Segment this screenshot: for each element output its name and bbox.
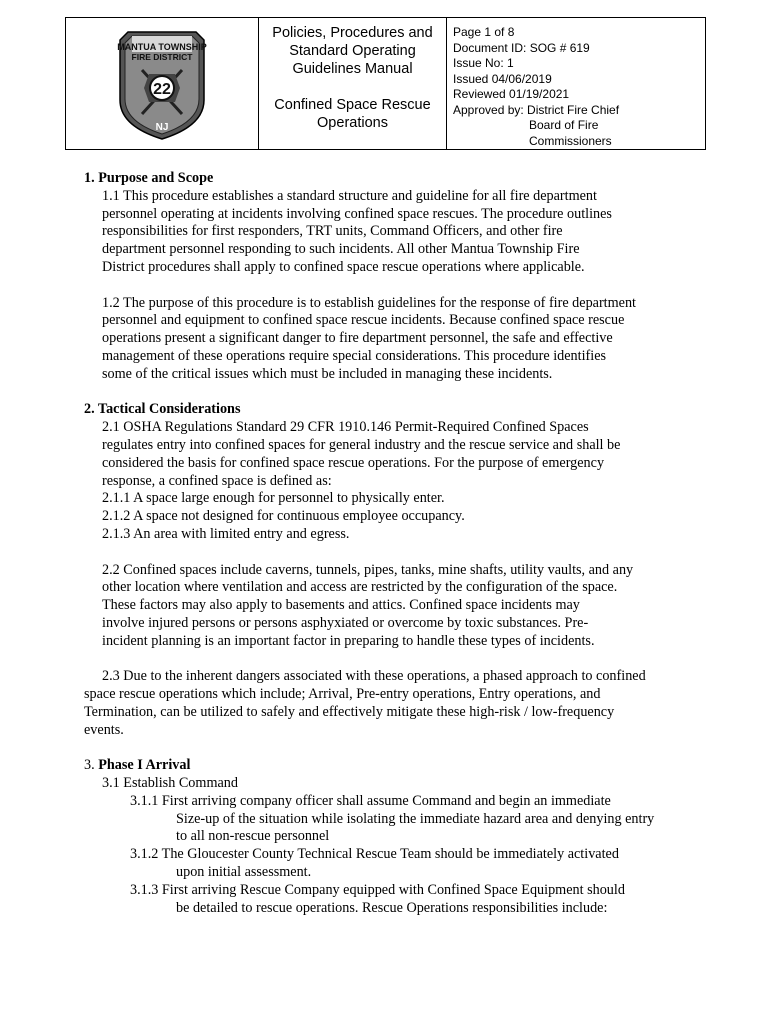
reviewed-date: Reviewed 01/19/2021: [453, 87, 570, 101]
issue-number: Issue No: 1: [453, 56, 514, 70]
text-line: responsibilities for first responders, TRT units, Command Officers, and other fire: [102, 223, 563, 240]
text-line: personnel operating at incidents involving confined space rescues. The procedure outlines: [102, 205, 612, 222]
logo-number: 22: [153, 81, 171, 98]
text-line: personnel and equipment to confined space rescue incidents. Because confined space rescue: [102, 312, 625, 329]
text-line: 2.1.2 A space not designed for continuous employee occupancy.: [102, 508, 465, 525]
manual-title-line: Guidelines Manual: [292, 61, 413, 77]
paragraph-1-1: [84, 188, 694, 277]
text-line: incident planning is an important factor in preparing to handle these types of incidents.: [102, 632, 595, 649]
approved-by: Approved by: District Fire Chief: [453, 102, 620, 117]
text-line: 1.1 This procedure establishes a standard structure and guideline for all fire department: [102, 187, 597, 204]
text-line: regulates entry into confined spaces for general industry and the rescue service and shall be: [102, 436, 621, 453]
paragraph-1-2: [84, 295, 694, 384]
text-line: response, a confined space is defined as:: [102, 472, 332, 489]
section-number: 3.: [84, 757, 95, 774]
paragraph-2-2: [84, 562, 694, 651]
item-3-1-1: [84, 793, 694, 846]
manual-title-line: Policies, Procedures and: [272, 25, 433, 41]
issued-date: Issued 04/06/2019: [453, 71, 552, 86]
logo-top-text: FIRE DISTRICT: [131, 52, 193, 62]
text-line: considered the basis for confined space rescue operations. For the purpose of emergency: [102, 454, 605, 471]
text-line: be detailed to rescue operations. Rescue Operations responsibilities include:: [176, 899, 608, 916]
text-line: operations present a significant danger to fire department personnel, the safe and effective: [102, 330, 613, 347]
text-line: some of the critical issues which must be included in managing these incidents.: [102, 365, 553, 382]
manual-title-line: Standard Operating: [289, 43, 416, 59]
approved-by-line-2: Board of Fire: [529, 118, 599, 132]
document-info-cell: [447, 18, 705, 149]
text-line: space rescue operations which include; Arrival, Pre-entry operations, Entry operations, and: [84, 686, 601, 703]
text-line: 3.1.2 The Gloucester County Technical Rescue Team should be immediately activated: [130, 846, 619, 863]
text-line: Size-up of the situation while isolating the immediate hazard area and denying entry: [176, 810, 655, 827]
text-line: 2.3 Due to the inherent dangers associated with these operations, a phased approach to confined: [102, 668, 646, 685]
subsection-3-1: 3.1 Establish Command: [102, 775, 238, 792]
shield-badge-icon: [66, 18, 258, 149]
fire-district-logo: [66, 18, 259, 149]
text-line: upon initial assessment.: [176, 864, 312, 881]
text-line: 1.2 The purpose of this procedure is to establish guidelines for the response of fire department: [102, 294, 636, 311]
page-count: Page 1 of 8: [453, 25, 515, 39]
text-line: Termination, can be utilized to safely and effectively mitigate these high-risk / low-frequency: [84, 703, 615, 720]
text-line: other location where ventilation and access are restricted by the configuration of the space.: [102, 579, 618, 596]
text-line: 2.1 OSHA Regulations Standard 29 CFR 1910.146 Permit-Required Confined Spaces: [102, 419, 589, 436]
item-3-1-3: [84, 882, 694, 918]
text-line: 3.1.3 First arriving Rescue Company equipped with Confined Space Equipment should: [130, 881, 625, 898]
text-line: These factors may also apply to basements and attics. Confined space incidents may: [102, 597, 580, 614]
text-line: to all non-rescue personnel: [176, 828, 330, 845]
section-heading: 2. Tactical Considerations: [84, 401, 241, 418]
paragraph-2-1: [84, 419, 694, 544]
text-line: 2.2 Confined spaces include caverns, tunnels, pipes, tanks, mine shafts, utility vaults, and any: [102, 561, 634, 578]
logo-name-text: MANTUA TOWNSHIP: [117, 42, 207, 52]
text-line: District procedures shall apply to confined space rescue operations where applicable.: [102, 258, 585, 275]
logo-state: NJ: [155, 122, 169, 133]
text-line: involve injured persons or persons asphyxiated or overcome by toxic substances. Pre-: [102, 614, 589, 631]
section-heading: [84, 757, 694, 775]
text-line: 2.1.3 An area with limited entry and egress.: [102, 525, 350, 542]
text-line: 2.1.1 A space large enough for personnel to physically enter.: [102, 490, 445, 507]
text-line: 3.1.1 First arriving company officer shall assume Command and begin an immediate: [130, 792, 611, 809]
document-body: [84, 170, 694, 917]
section-title: Phase I Arrival: [98, 757, 191, 774]
document-id: Document ID: SOG # 619: [453, 40, 590, 55]
subject-title-line: Confined Space Rescue: [274, 97, 431, 113]
subject-title-line: Operations: [317, 115, 388, 131]
text-line: department personnel responding to such incidents. All other Mantua Township Fire: [102, 241, 580, 258]
text-line: management of these operations require special considerations. This procedure identifies: [102, 347, 607, 364]
text-line: events.: [84, 721, 124, 738]
section-heading: 1. Purpose and Scope: [84, 170, 214, 186]
approved-by-line-3: Commissioners: [529, 133, 612, 148]
manual-title-cell: [259, 18, 447, 149]
paragraph-2-3: [84, 668, 694, 739]
document-header: [65, 17, 706, 150]
item-3-1-2: [84, 846, 694, 882]
